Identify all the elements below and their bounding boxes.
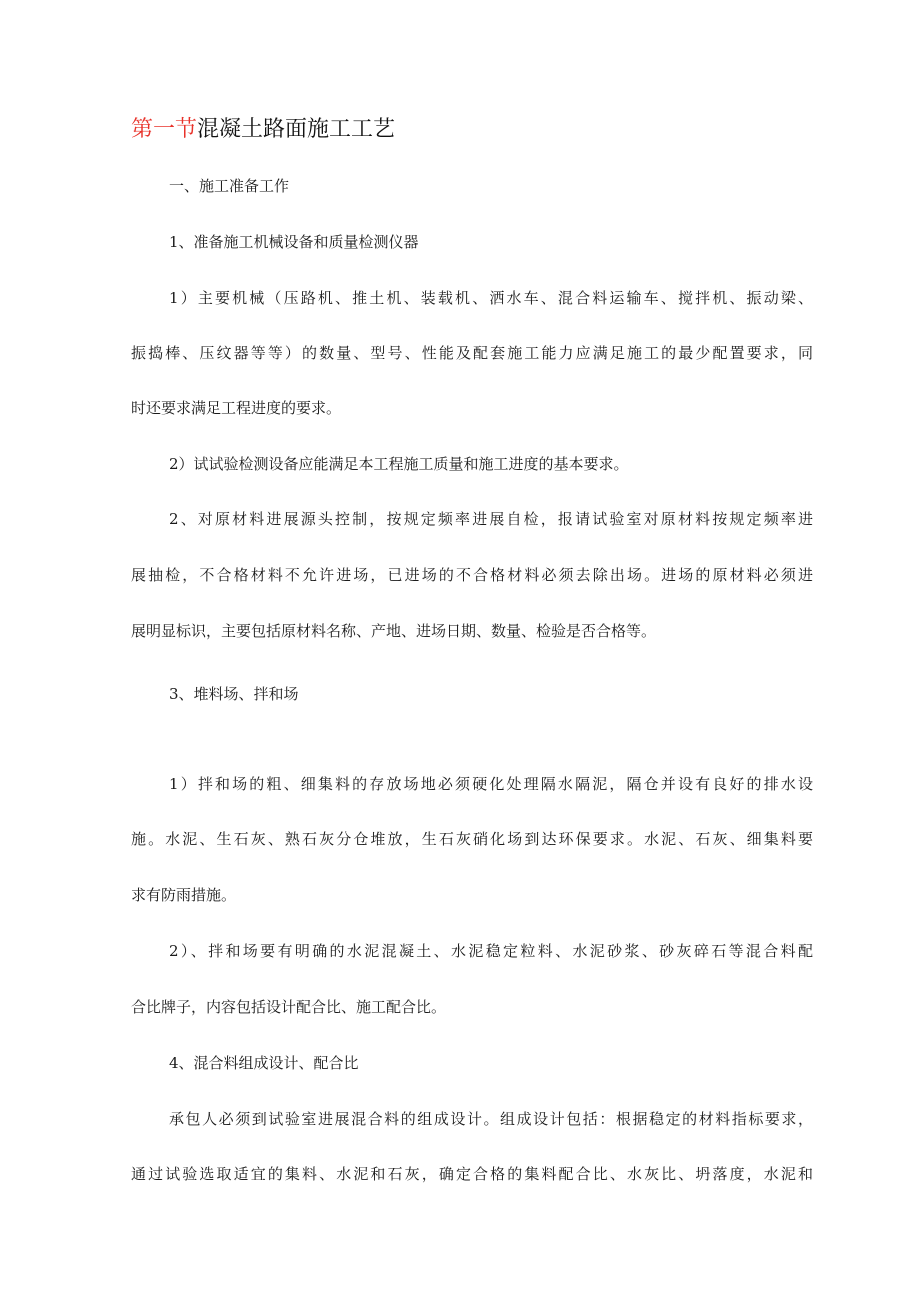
paragraph-line: 振捣棒、压纹器等等）的数量、型号、性能及配套施工能力应满足施工的最少配置要求，同 <box>131 344 813 362</box>
paragraph-line: 2、对原材料进展源头控制，按规定频率进展自检，报请试验室对原材料按规定频率进 <box>169 510 813 528</box>
paragraph-line: 展明显标识，主要包括原材料名称、产地、进场日期、数量、检验是否合格等。 <box>131 622 657 640</box>
heading-prep-work: 一、施工准备工作 <box>169 177 290 195</box>
paragraph-line: 时还要求满足工程进度的要求。 <box>131 399 342 417</box>
heading-equipment: 1、准备施工机械设备和质量检测仪器 <box>169 233 419 251</box>
paragraph-line: 展抽检，不合格材料不允许进场，已进场的不合格材料必须去除出场。进场的原材料必须进 <box>131 566 813 584</box>
heading-mix-design: 4、混合料组成设计、配合比 <box>169 1054 359 1072</box>
paragraph-line: 合比牌子，内容包括设计配合比、施工配合比。 <box>131 998 447 1016</box>
paragraph-line: 2）试试验检测设备应能满足本工程施工质量和施工进度的基本要求。 <box>169 455 629 473</box>
section-title-prefix: 第一节 <box>131 117 198 142</box>
section-title-text: 混凝土路面施工工艺 <box>197 117 396 142</box>
paragraph-line: 施。水泥、生石灰、熟石灰分仓堆放，生石灰硝化场到达环保要求。水泥、石灰、细集料要 <box>131 830 813 848</box>
paragraph-line: 求有防雨措施。 <box>131 886 237 904</box>
paragraph-line: 承包人必须到试验室进展混合料的组成设计。组成设计包括：根据稳定的材料指标要求， <box>169 1110 813 1128</box>
paragraph-line: 1）拌和场的粗、细集料的存放场地必须硬化处理隔水隔泥，隔仓并设有良好的排水设 <box>169 775 813 793</box>
section-title <box>131 115 395 145</box>
paragraph-line: 2）、拌和场要有明确的水泥混凝土、水泥稳定粒料、水泥砂浆、砂灰碎石等混合料配 <box>169 942 813 960</box>
paragraph-line: 通过试验选取适宜的集料、水泥和石灰，确定合格的集料配合比、水灰比、坍落度，水泥和 <box>131 1165 813 1183</box>
paragraph-line: 1）主要机械（压路机、推土机、装载机、洒水车、混合料运输车、搅拌机、振动梁、 <box>169 289 813 307</box>
heading-stockyard: 3、堆料场、拌和场 <box>169 685 299 703</box>
